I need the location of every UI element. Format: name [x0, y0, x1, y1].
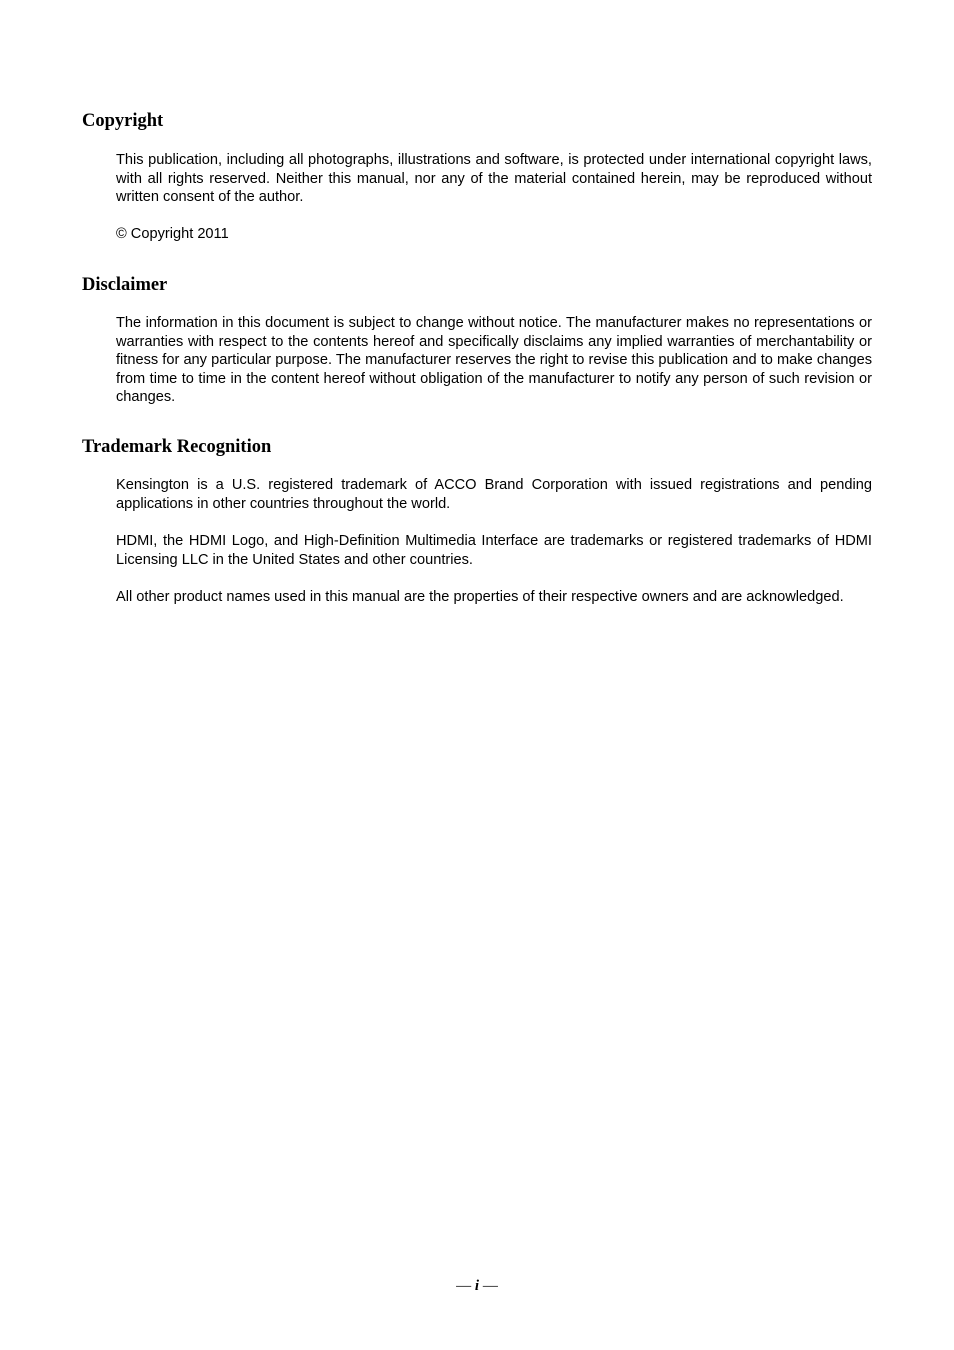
copyright-heading: Copyright — [82, 111, 164, 131]
trademark-other-paragraph: All other product names used in this manual are the properties of their respective owners and are acknowledged. — [116, 589, 844, 605]
footer-dash-right: — — [482, 1278, 498, 1294]
page-footer — [0, 1276, 954, 1296]
trademark-hdmi-paragraph: HDMI, the HDMI Logo, and High-Definition Multimedia Interface are trademarks or registered trademarks of HDMI Licensing LLC in the United States and other countries. — [116, 533, 872, 568]
footer-dash-left: — — [456, 1278, 472, 1294]
disclaimer-heading: Disclaimer — [82, 275, 168, 295]
trademark-kensington-paragraph: Kensington is a U.S. registered trademark of ACCO Brand Corporation with issued registrations and pending applications in other countries throughout the world. — [116, 477, 872, 512]
page-number: i — [474, 1278, 480, 1294]
trademark-heading: Trademark Recognition — [82, 437, 272, 457]
disclaimer-paragraph: The information in this document is subject to change without notice. The manufacturer makes no representations or warranties with respect to the contents hereof and specifically disclaims any implied warranties of merchantability or fitness for any particular purpose. The manufacturer reserves the right to revise this publication and to make changes from time to time in the content hereof without obligation of the manufacturer to notify any person of such revision or changes. — [116, 315, 872, 406]
copyright-notice: © Copyright 2011 — [116, 226, 229, 242]
copyright-paragraph: This publication, including all photographs, illustrations and software, is protected under international copyright laws, with all rights reserved. Neither this manual, nor any of the material contained herein, may be reproduced without written consent of the author. — [116, 152, 872, 206]
